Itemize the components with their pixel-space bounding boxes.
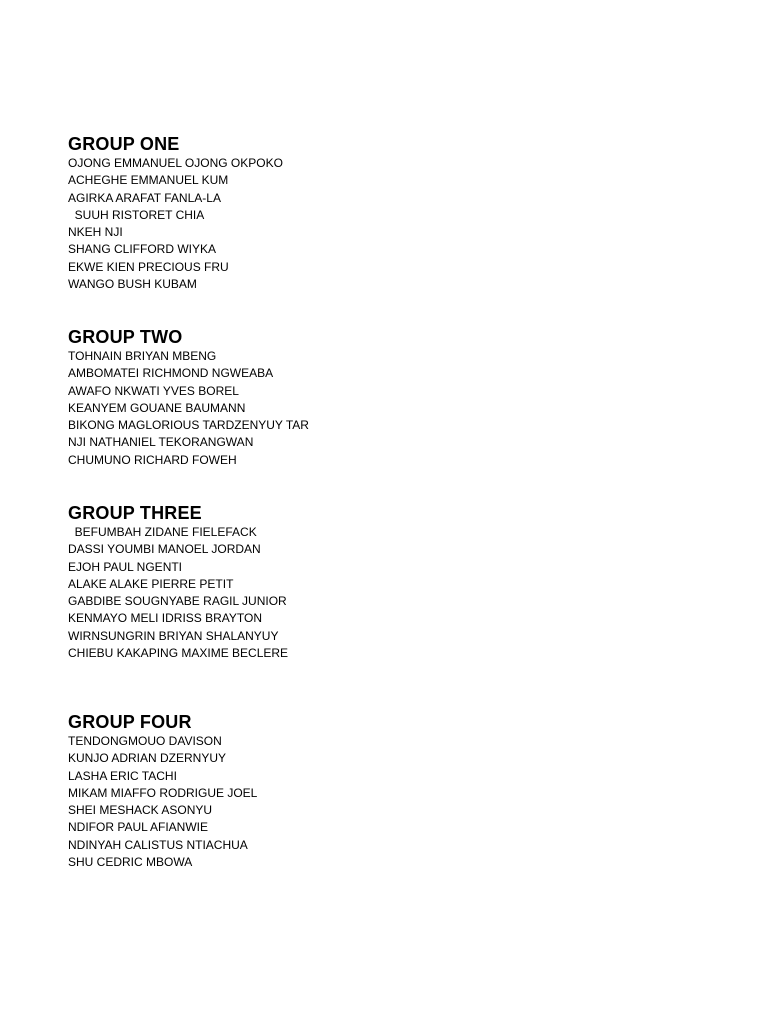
group-three-section <box>68 502 728 662</box>
group-two-heading: GROUP TWO <box>68 327 183 347</box>
member-name: GABDIBE SOUGNYABE RAGIL JUNIOR <box>68 594 287 609</box>
member-name: NDINYAH CALISTUS NTIACHUA <box>68 837 248 852</box>
member-name: TENDONGMOUO DAVISON <box>68 734 222 748</box>
member-name: TOHNAIN BRIYAN MBENG <box>68 349 217 363</box>
member-name: SHU CEDRIC MBOWA <box>68 855 193 870</box>
member-name: AGIRKA ARAFAT FANLA-LA <box>68 190 221 205</box>
member-name: SHANG CLIFFORD WIYKA <box>68 242 217 257</box>
member-name: BIKONG MAGLORIOUS TARDZENYUY TAR <box>68 418 309 433</box>
member-name: NKEH NJI <box>68 225 123 240</box>
group-four-member-list <box>68 733 728 871</box>
member-name: BEFUMBAH ZIDANE FIELEFACK <box>68 525 257 539</box>
member-name: KEANYEM GOUANE BAUMANN <box>68 400 246 415</box>
group-two-member-list <box>68 348 728 469</box>
member-name: KENMAYO MELI IDRISS BRAYTON <box>68 611 263 626</box>
member-name: EKWE KIEN PRECIOUS FRU <box>68 259 229 274</box>
group-one-heading: GROUP ONE <box>68 134 180 154</box>
group-two-section <box>68 326 728 469</box>
member-name: WIRNSUNGRIN BRIYAN SHALANYUY <box>68 628 279 643</box>
member-name: NJI NATHANIEL TEKORANGWAN <box>68 435 254 450</box>
group-four-section <box>68 711 728 871</box>
member-name: WANGO BUSH KUBAM <box>68 277 197 292</box>
member-name: MIKAM MIAFFO RODRIGUE JOEL <box>68 785 258 800</box>
member-name: EJOH PAUL NGENTI <box>68 559 183 574</box>
group-one-section <box>68 133 728 293</box>
member-name: AMBOMATEI RICHMOND NGWEABA <box>68 366 274 381</box>
member-name: OJONG EMMANUEL OJONG OKPOKO <box>68 156 283 170</box>
member-name: CHIEBU KAKAPING MAXIME BECLERE <box>68 646 289 661</box>
member-name: SHEI MESHACK ASONYU <box>68 803 213 818</box>
member-name: LASHA ERIC TACHI <box>68 768 177 783</box>
member-name: NDIFOR PAUL AFIANWIE <box>68 820 209 835</box>
member-name: ALAKE ALAKE PIERRE PETIT <box>68 576 234 591</box>
group-four-heading: GROUP FOUR <box>68 712 192 732</box>
member-name: CHUMUNO RICHARD FOWEH <box>68 452 237 467</box>
member-name: AWAFO NKWATI YVES BOREL <box>68 383 239 398</box>
member-name: SUUH RISTORET CHIA <box>68 207 205 222</box>
group-one-member-list <box>68 155 728 293</box>
group-three-member-list <box>68 524 728 662</box>
member-name: KUNJO ADRIAN DZERNYUY <box>68 751 227 766</box>
member-name: DASSI YOUMBI MANOEL JORDAN <box>68 542 261 557</box>
member-name: ACHEGHE EMMANUEL KUM <box>68 173 229 188</box>
group-three-heading: GROUP THREE <box>68 503 202 523</box>
